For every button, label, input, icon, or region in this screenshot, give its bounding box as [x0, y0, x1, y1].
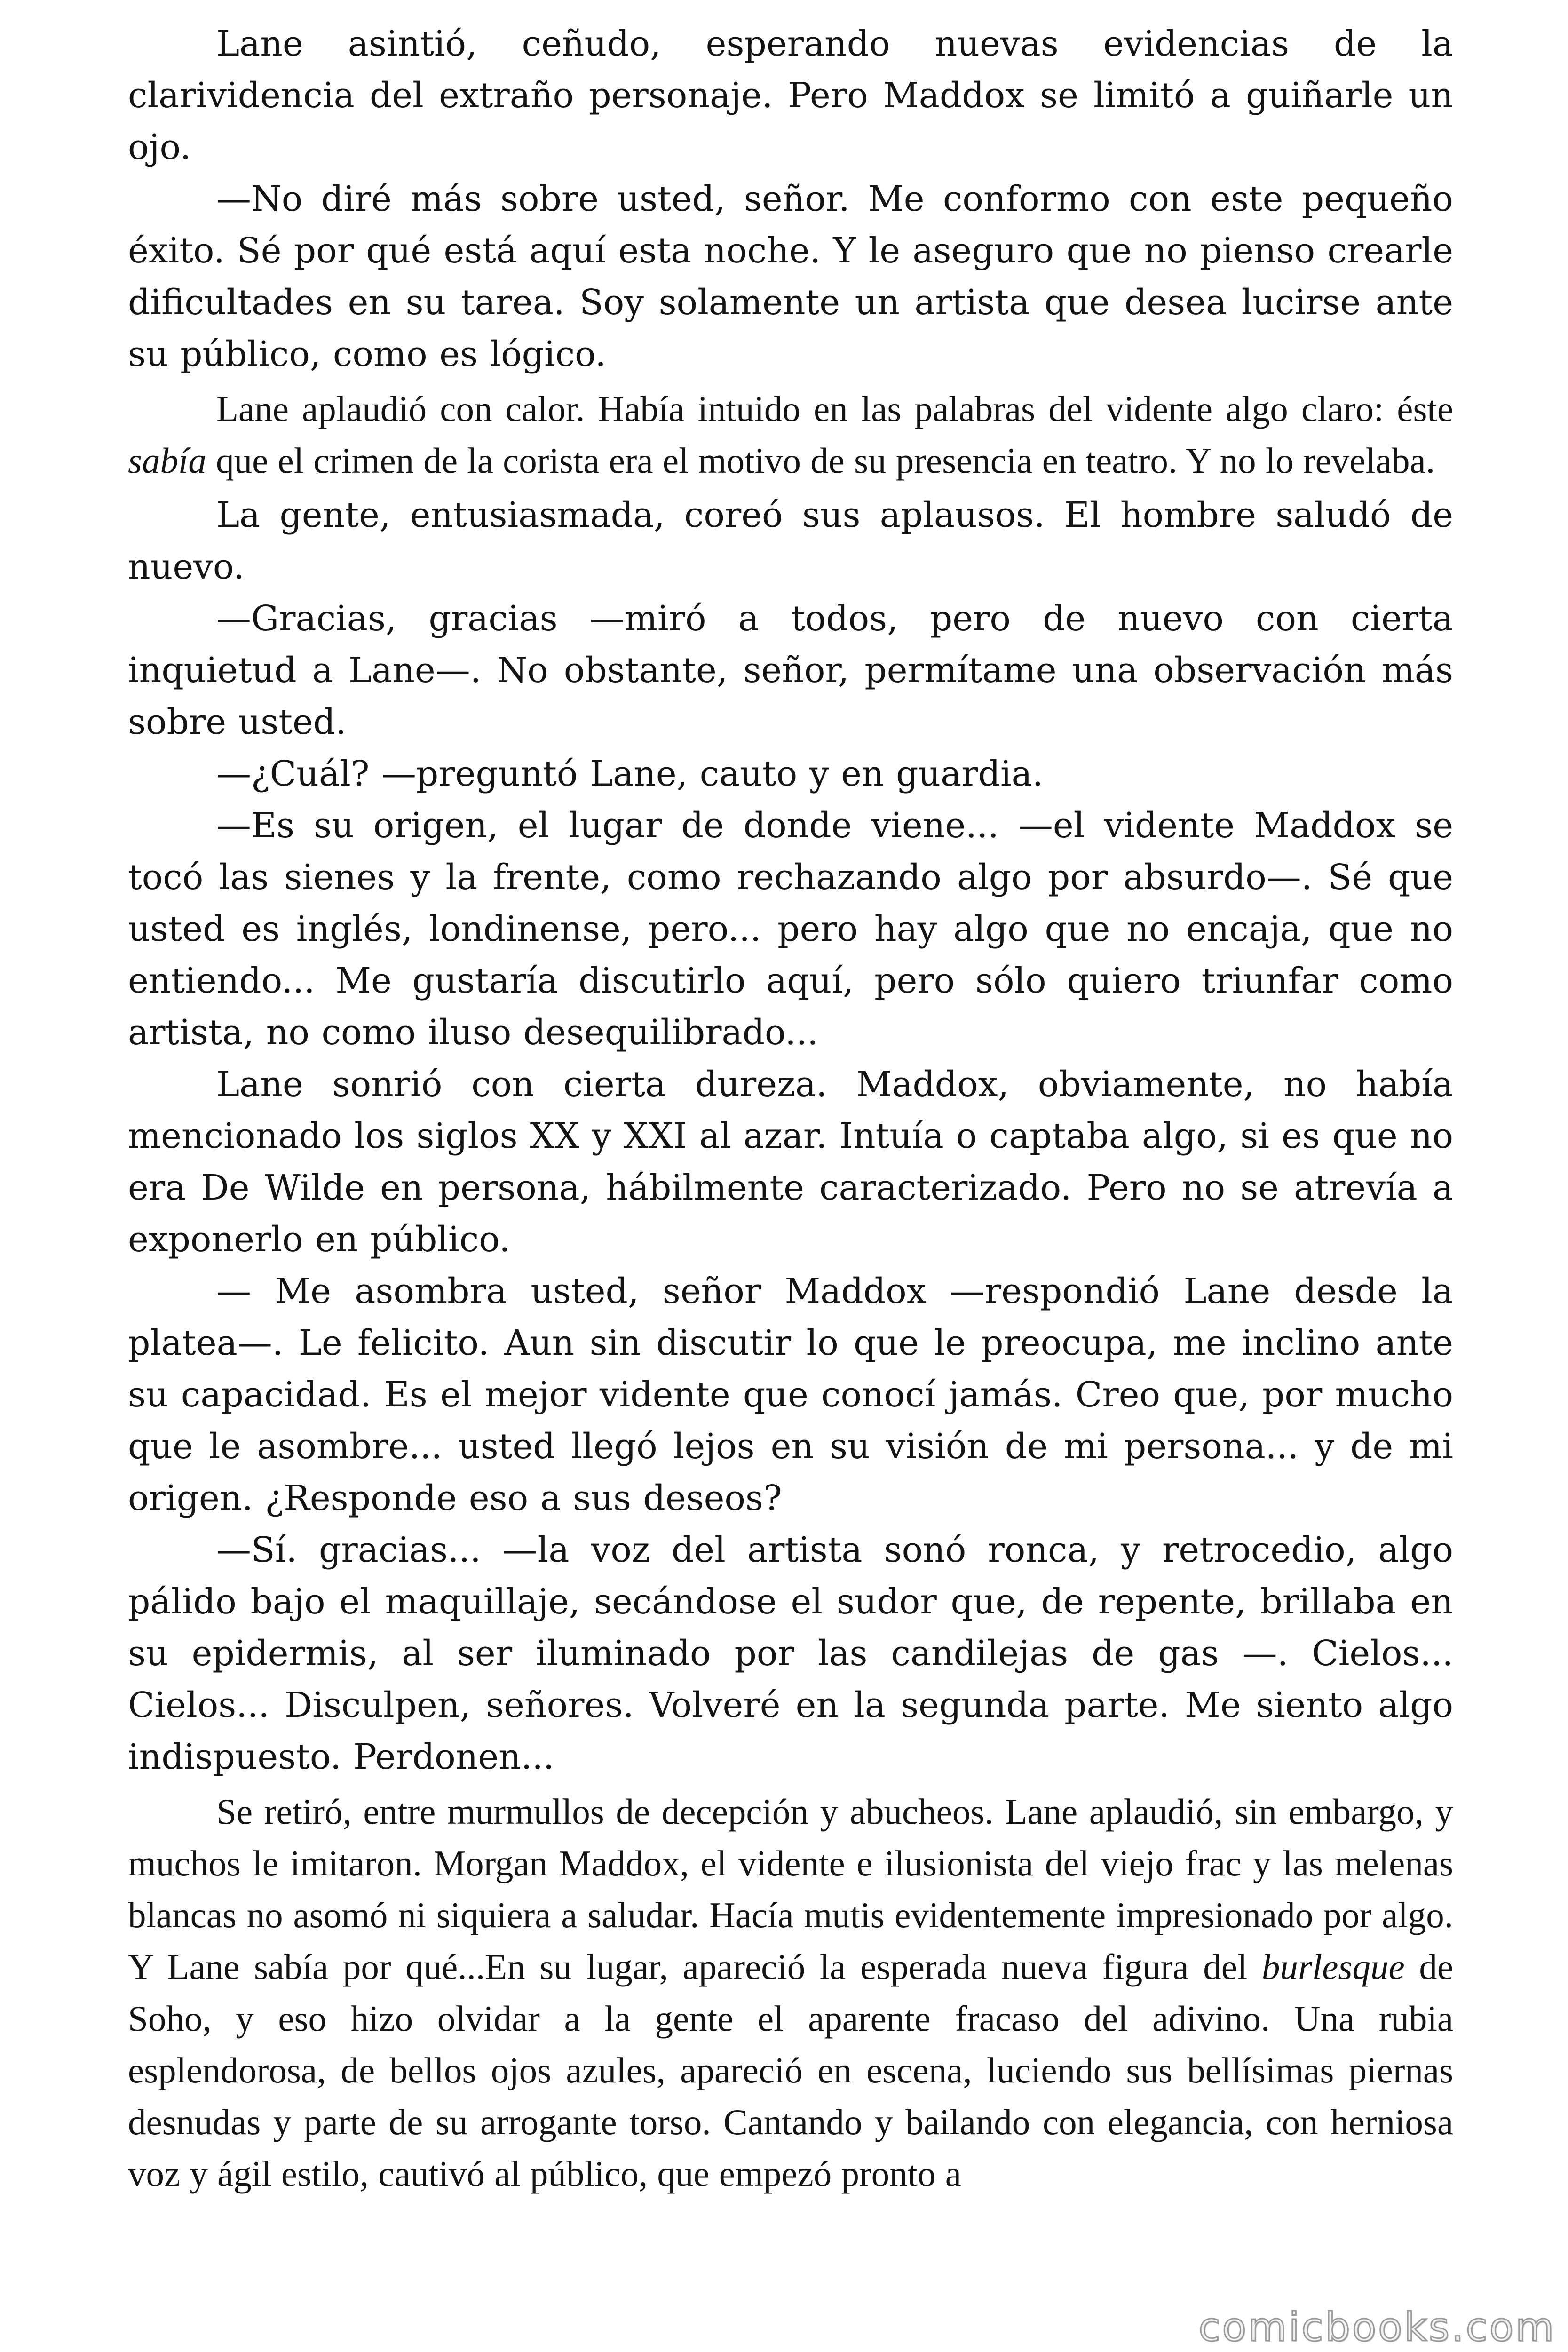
paragraph-6 [128, 748, 1453, 800]
paragraph-10-text: —Sí. gracias... —la voz del artista sonó ronca, y retrocedio, algo pálido bajo el maquillaje, secándose el sudor que, de repente, brillaba en su epidermis, al ser iluminado por las candilejas de gas —. Cielos... Cielos... Disculpen, señores. Volveré en la segunda parte. Me siento algo indispuesto. Perdonen... [128, 1530, 1453, 1777]
paragraph-1 [128, 18, 1453, 173]
paragraph-3-italic: sabía [128, 440, 206, 481]
paragraph-9-text: — Me asombra usted, señor Maddox —respondió Lane desde la platea—. Le felicito. Aun sin discutir lo que le preocupa, me inclino ante su capacidad. Es el mejor vidente que conocí jamás. Creo que, por mucho que le asombre... usted llegó lejos en su visión de mi persona... y de mi origen. ¿Responde eso a sus deseos? [128, 1271, 1453, 1518]
paragraph-5 [128, 593, 1453, 748]
paragraph-10 [128, 1524, 1453, 1783]
paragraph-3-text-b: que el crimen de la corista era el motivo de su presencia en teatro. Y no lo revelaba. [206, 440, 1435, 481]
paragraph-4-text: La gente, entusiasmada, coreó sus aplausos. El hombre saludó de nuevo. [128, 495, 1453, 587]
paragraph-3-text-a: Lane aplaudió con calor. Había intuido en las palabras del vidente algo claro: éste [216, 389, 1453, 429]
watermark-logo: comicbooks.com [1198, 2304, 1556, 2350]
paragraph-11-text-b: de Soho, y eso hizo olvidar a la gente el aparente fracaso del adivino. Una rubia esplendorosa, de bellos ojos azules, apareció en escena, luciendo sus bellísimas piernas desnudas y parte de su arrogante torso. Cantando y bailando con elegancia, con herniosa voz y ágil estilo, cautivó al público, que empezó pronto a [128, 1947, 1453, 2194]
paragraph-9 [128, 1265, 1453, 1524]
paragraph-6-text: —¿Cuál? —preguntó Lane, cauto y en guardia. [216, 754, 1044, 794]
paragraph-5-text: —Gracias, gracias —miró a todos, pero de nuevo con cierta inquietud a Lane—. No obstante, señor, permítame una observación más sobre usted. [128, 598, 1453, 742]
paragraph-1-text: Lane asintió, ceñudo, esperando nuevas evidencias de la clarividencia del extraño personaje. Pero Maddox se limitó a guiñarle un ojo. [128, 24, 1453, 167]
paragraph-7-text: —Es su origen, el lugar de donde viene... —el vidente Maddox se tocó las sienes y la frente, como rechazando algo por absurdo—. Sé que usted es inglés, londinense, pero... pero hay algo que no encaja, que no entiendo... Me gustaría discutirlo aquí, pero sólo quiero triunfar como artista, no como iluso desequilibrado... [128, 805, 1453, 1053]
paragraph-11-text-a: Se retiró, entre murmullos de decepción y abucheos. Lane aplaudió, sin embargo, y muchos le imitaron. Morgan Maddox, el vidente e ilusionista del viejo frac y las melenas blancas no asomó ni siquiera a saludar. Hacía mutis evidentemente impresionado por algo. Y Lane sabía por qué...En su lugar, apareció la esperada nueva figura del [128, 1791, 1453, 1987]
paragraph-8-text: Lane sonrió con cierta dureza. Maddox, obviamente, no había mencionado los siglos XX y XXI al azar. Intuía o captaba algo, si es que no era De Wilde en persona, hábilmente caracterizado. Pero no se atrevía a exponerlo en público. [128, 1064, 1453, 1260]
paragraph-8 [128, 1058, 1453, 1265]
book-page [128, 18, 1453, 2200]
paragraph-11-italic: burlesque [1261, 1947, 1405, 1987]
paragraph-4 [128, 489, 1453, 593]
paragraph-2 [128, 173, 1453, 380]
paragraph-2-text: —No diré más sobre usted, señor. Me conformo con este pequeño éxito. Sé por qué está aquí esta noche. Y le aseguro que no pienso crearle dificultades en su tarea. Soy solamente un artista que desea lucirse ante su público, como es lógico. [128, 179, 1453, 374]
paragraph-7 [128, 800, 1453, 1058]
paragraph-3 [128, 383, 1453, 486]
paragraph-11 [128, 1786, 1453, 2200]
